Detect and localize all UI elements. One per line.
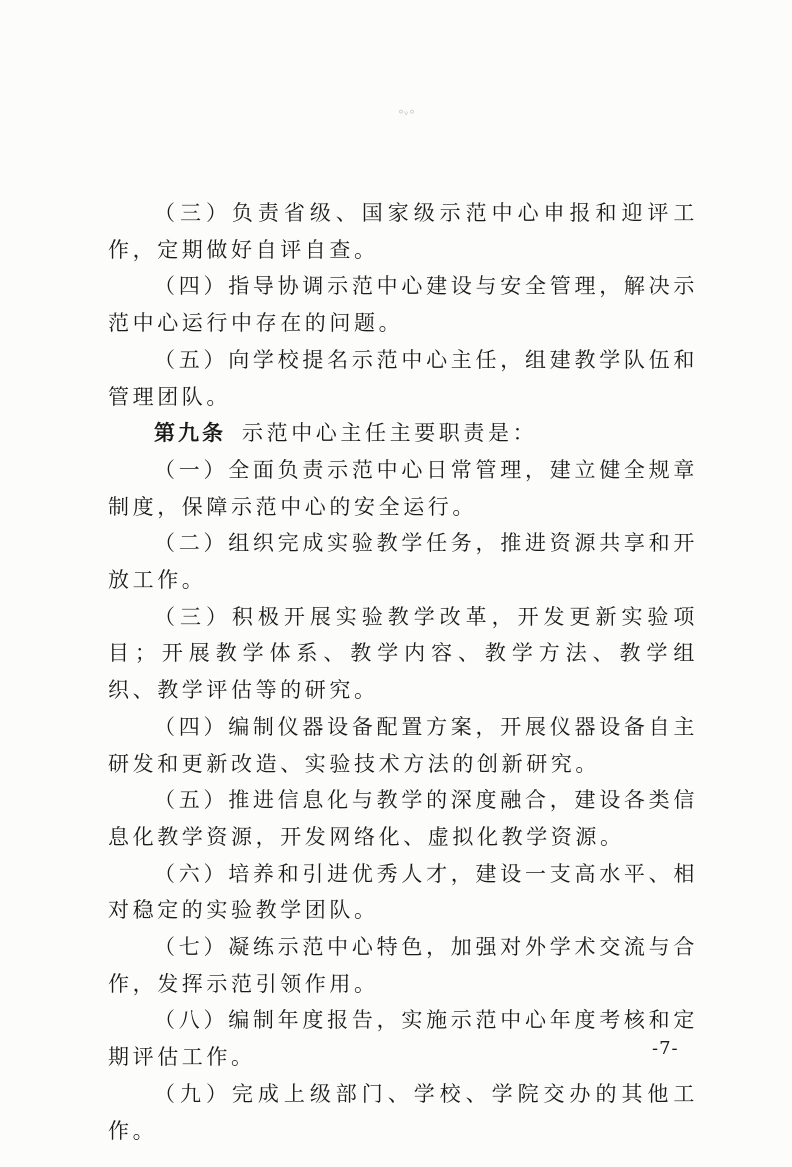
article-number: 第九条 bbox=[154, 420, 226, 446]
scan-mark: °ᵛ° bbox=[398, 108, 416, 122]
paragraph: （三）积极开展实验教学改革，开发更新实验项目；开展教学体系、教学内容、教学方法、教学组织、教学评估等的研究。 bbox=[108, 604, 698, 703]
article-heading bbox=[108, 415, 698, 452]
paragraph: （一）全面负责示范中心日常管理，建立健全规章制度，保障示范中心的安全运行。 bbox=[108, 457, 698, 519]
paragraph: （七）凝练示范中心特色，加强对外学术交流与合作，发挥示范引领作用。 bbox=[108, 935, 698, 996]
paragraph: （八）编制年度报告，实施示范中心年度考核和定期评估工作。 bbox=[108, 1008, 698, 1070]
paragraph: （九）完成上级部门、学校、学院交办的其他工作。 bbox=[108, 1081, 698, 1143]
paragraph: （四）指导协调示范中心建设与安全管理，解决示范中心运行中存在的问题。 bbox=[108, 274, 698, 336]
paragraph: （二）组织完成实验教学任务，推进资源共享和开放工作。 bbox=[108, 531, 698, 593]
body-text bbox=[108, 195, 698, 1149]
paragraph: （六）培养和引进优秀人才，建设一支高水平、相对稳定的实验教学团队。 bbox=[108, 861, 698, 923]
paragraph: （四）编制仪器设备配置方案，开展仪器设备自主研发和更新改造、实验技术方法的创新研究。 bbox=[108, 714, 698, 776]
paragraph: （三）负责省级、国家级示范中心申报和迎评工作，定期做好自评自查。 bbox=[108, 201, 698, 262]
paragraph: （五）推进信息化与教学的深度融合，建设各类信息化教学资源，开发网络化、虚拟化教学资源。 bbox=[108, 788, 698, 849]
article-title: 示范中心主任主要职责是： bbox=[242, 421, 538, 446]
page-number: -7- bbox=[652, 1038, 679, 1059]
paragraph: （五）向学校提名示范中心主任，组建教学队伍和管理团队。 bbox=[108, 347, 698, 409]
